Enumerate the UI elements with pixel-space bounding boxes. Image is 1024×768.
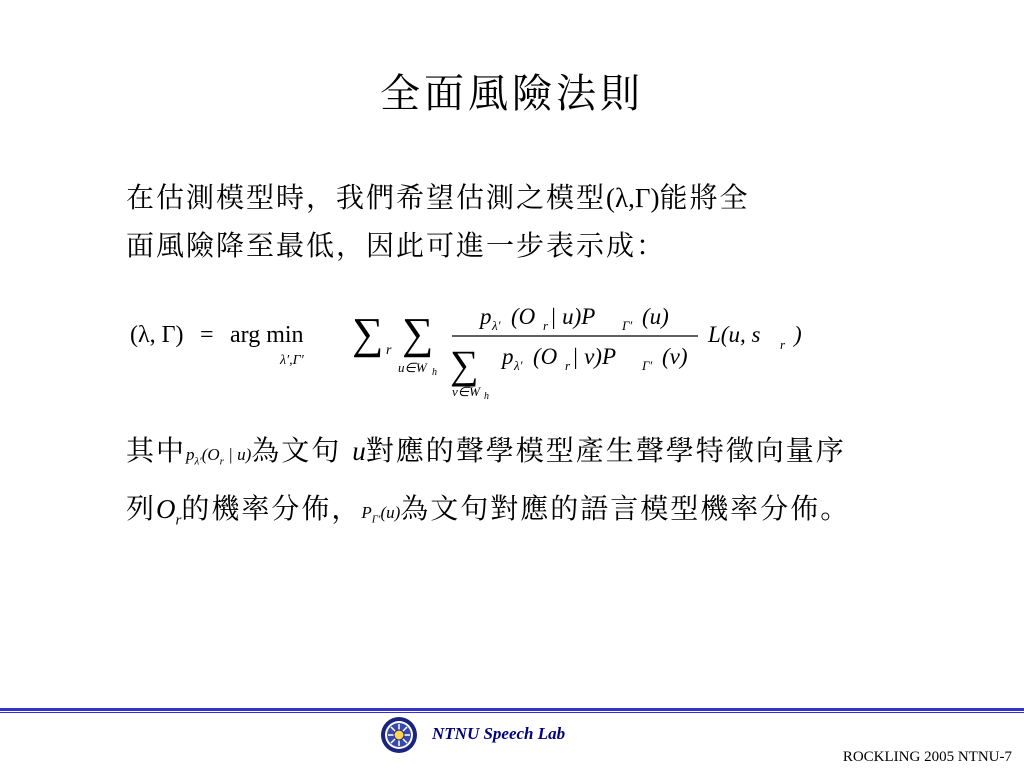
num-O: (O	[511, 304, 536, 329]
model-pair: (λ,Γ)	[606, 183, 660, 213]
risk-formula	[130, 292, 830, 402]
formula-lhs: (λ, Γ)	[130, 322, 184, 348]
slide-title: 全面風險法則	[380, 71, 644, 117]
var-O	[156, 494, 182, 529]
sum-r-symbol: ∑	[352, 309, 384, 358]
num-mid: | u)P	[550, 304, 596, 329]
expr2-P: P	[361, 503, 372, 523]
ntnu-emblem-icon	[380, 716, 418, 754]
footer-rule-thick	[0, 708, 1024, 711]
expl-text-e: 為文句對應的語言模型機率分佈。	[400, 492, 851, 526]
den-O-sub: r	[565, 358, 571, 373]
num-O-sub: r	[543, 318, 549, 333]
expr1-p: p	[186, 445, 195, 464]
expr2-P-sub: Γ′	[371, 513, 381, 526]
den-p: p	[502, 344, 514, 369]
expr1-O-sub: r	[219, 455, 224, 468]
expl-text-b: 對應的聲學模型產生聲學特徵向量序	[365, 434, 846, 467]
fraction-denominator	[450, 342, 688, 402]
den-O: (O	[533, 344, 558, 369]
acoustic-prob-expr	[186, 445, 252, 468]
expl-lead: 其中	[126, 434, 187, 467]
language-prob-expr	[361, 503, 401, 526]
sum-u-sub: u∈W	[398, 360, 427, 375]
den-mid: | v)P	[572, 344, 616, 369]
footer-rule-thin	[0, 712, 1024, 713]
var-O-sub: r	[175, 512, 182, 529]
slide-footnote: ROCKLING 2005 NTNU-7	[842, 749, 1012, 765]
intro-text-b: 能將全	[659, 181, 750, 214]
loss-end: )	[794, 322, 802, 347]
den-end: (v)	[662, 344, 688, 369]
den-sum-sub-h: h	[484, 391, 489, 402]
var-O-letter: O	[156, 494, 176, 525]
expr1-O: (O	[201, 445, 220, 464]
sum-u-symbol: ∑	[402, 309, 434, 358]
num-p: p	[480, 304, 492, 329]
intro-paragraph	[126, 174, 926, 270]
num-p-sub: λ′	[492, 318, 501, 333]
sum-r-sub: r	[386, 343, 392, 358]
formula-argmin: arg min	[230, 322, 304, 348]
expl-text-c: 列	[126, 492, 157, 526]
sum-u-sub-h: h	[432, 367, 437, 378]
intro-text-c: 面風險降至最低，因此可進一步表示成：	[126, 229, 667, 262]
expr2-end: (u)	[380, 503, 401, 523]
expl-text-d: 的機率分佈，	[181, 492, 362, 526]
den-p-sub: λ′	[514, 358, 523, 373]
loss-term: L(u, s	[708, 322, 761, 347]
var-u: u	[352, 436, 366, 466]
num-P-sub: Γ′	[622, 318, 633, 333]
intro-text-a: 在估測模型時，我們希望估測之模型	[126, 181, 607, 214]
den-sum-sub: v∈W	[452, 384, 480, 399]
expr1-p-sub: λ′	[194, 455, 202, 468]
expl-text-a: 為文句	[251, 434, 342, 467]
formula-argmin-sub: λ′,Γ′	[280, 353, 304, 368]
den-P-sub: Γ′	[642, 358, 653, 373]
num-end: (u)	[642, 304, 669, 329]
fraction-numerator	[478, 304, 669, 333]
loss-sub: r	[780, 337, 786, 352]
explanation-paragraph	[126, 427, 926, 545]
den-sum-symbol: ∑	[450, 342, 479, 387]
lab-name: NTNU Speech Lab	[432, 724, 566, 743]
expr1-end: | u)	[223, 445, 252, 464]
formula-equals: =	[200, 322, 214, 348]
